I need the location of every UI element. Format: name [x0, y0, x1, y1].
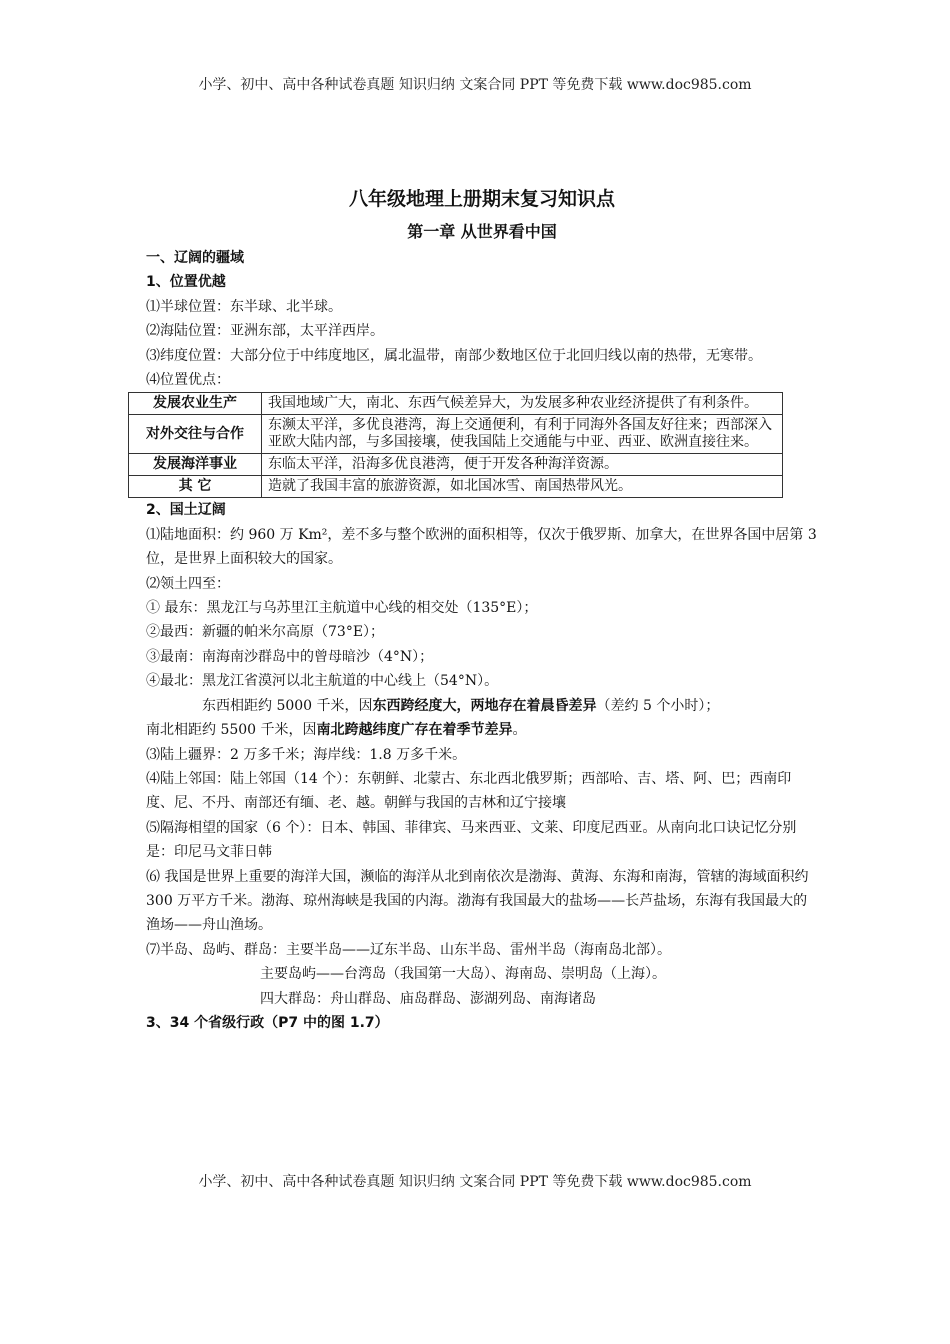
subsection-heading: 2、国土辽阔 [146, 502, 226, 519]
section-heading: 一、辽阔的疆域 [146, 250, 244, 266]
document-title: 八年级地理上册期末复习知识点 [348, 188, 615, 210]
position-item: ⑴半球位置： 东半球、北半球。 [146, 298, 342, 315]
position-item: ⑶纬度位置： 大部分位于中纬度地区，属北温带，南部少数地区位于北回归线以南的热带，无寒带。 [146, 347, 762, 364]
subsection-heading: 3、34 个省级行政（P7 中的图 1.7） [146, 1014, 389, 1031]
islands-line: 四大群岛：舟山群岛、庙岛群岛、澎湖列岛、南海诸岛 [260, 990, 596, 1007]
page-header: 小学、初中、高中各种试卷真题 知识归纳 文案合同 PPT 等免费下载 www.doc985.com [198, 77, 752, 93]
east-west-paragraph: 东西相距约 5000 千米，因东西跨经度大，两地存在着晨昏差异（差约 5 个小时）； [202, 697, 720, 714]
subsection-heading: 1、位置优越 [146, 274, 226, 291]
chapter-title: 第一章 从世界看中国 [407, 222, 557, 241]
border-paragraph: ⑶陆上疆界：2 万多千米；海岸线：1.8 万多千米。 [146, 746, 467, 763]
table-value: 东濒太平洋，多优良港湾，海上交通便利，有利于同海外各国友好往来；西部深入亚欧大陆内部，与多国接壤，使我国陆上交通能与中亚、西亚、欧洲直接往来。 [262, 415, 783, 454]
table-value: 造就了我国丰富的旅游资源，如北国冰雪、南国热带风光。 [262, 476, 783, 498]
table-key: 对外交往与合作 [129, 415, 262, 454]
area-paragraph: ⑴陆地面积：约 960 万 Km²，差不多与整个欧洲的面积相等，仅次于俄罗斯、加拿大，在世界各国中居第 3 位，是世界上面积较大的国家。 [146, 526, 817, 568]
table-key: 发展海洋事业 [129, 454, 262, 476]
table-row [129, 415, 783, 454]
document-body [146, 186, 818, 1035]
table-value: 我国地域广大，南北、东西气候差异大，为发展多种农业经济提供了有利条件。 [262, 393, 783, 415]
islands-line: ⑺半岛、岛屿、群岛：主要半岛——辽东半岛、山东半岛、雷州半岛（海南岛北部）。 [146, 941, 671, 958]
sea-neighbors-paragraph: ⑸隔海相望的国家（6 个）：日本、韩国、菲律宾、马来西亚、文莱、印度尼西亚。从南向北口诀记忆分别是：印尼马文菲日韩 [146, 819, 797, 861]
neighbors-paragraph: ⑷陆上邻国：陆上邻国（14 个）：东朝鲜、北蒙古、东北西北俄罗斯；西部哈、吉、塔、阿、巴；西南印度、尼、不丹、南部还有缅、老、越。朝鲜与我国的吉林和辽宁接壤 [146, 770, 792, 812]
position-item: ⑵海陆位置： 亚洲东部，太平洋西岸。 [146, 323, 384, 340]
extreme-item: ③最南：南海南沙群岛中的曾母暗沙（4°N）； [146, 648, 434, 665]
extreme-item: ④最北：黑龙江省漠河以北主航道的中心线上（54°N）。 [146, 673, 499, 690]
table-row [129, 476, 783, 498]
table-row [129, 393, 783, 415]
ocean-paragraph: ⑹ 我国是世界上重要的海洋大国，濒临的海洋从北到南依次是渤海、黄海、东海和南海，管辖的海域面积约 300 万平方千米。渤海、琼州海峡是我国的内海。渤海有我国最大的盐场——长芦盐场，东海有我国最大的渔场——舟山渔场。 [146, 868, 809, 934]
advantages-table [128, 392, 783, 498]
extreme-item: ① 最东：黑龙江与乌苏里江主航道中心线的相交处（135°E）； [146, 600, 538, 617]
table-key: 发展农业生产 [129, 393, 262, 415]
table-value: 东临太平洋，沿海多优良港湾，便于开发各种海洋资源。 [262, 454, 783, 476]
extremes-label: ⑵领土四至： [146, 575, 230, 592]
north-south-paragraph: 南北相距约 5500 千米，因南北跨越纬度广存在着季节差异。 [146, 722, 527, 739]
page-footer: 小学、初中、高中各种试卷真题 知识归纳 文案合同 PPT 等免费下载 www.doc985.com [198, 1174, 752, 1190]
islands-line: 主要岛屿——台湾岛（我国第一大岛）、海南岛、崇明岛（上海）。 [260, 966, 666, 983]
advantages-label: ⑷位置优点： [146, 372, 230, 389]
extreme-item: ②最西：新疆的帕米尔高原（73°E）； [146, 624, 385, 641]
table-key: 其 它 [129, 476, 262, 498]
table-row [129, 454, 783, 476]
